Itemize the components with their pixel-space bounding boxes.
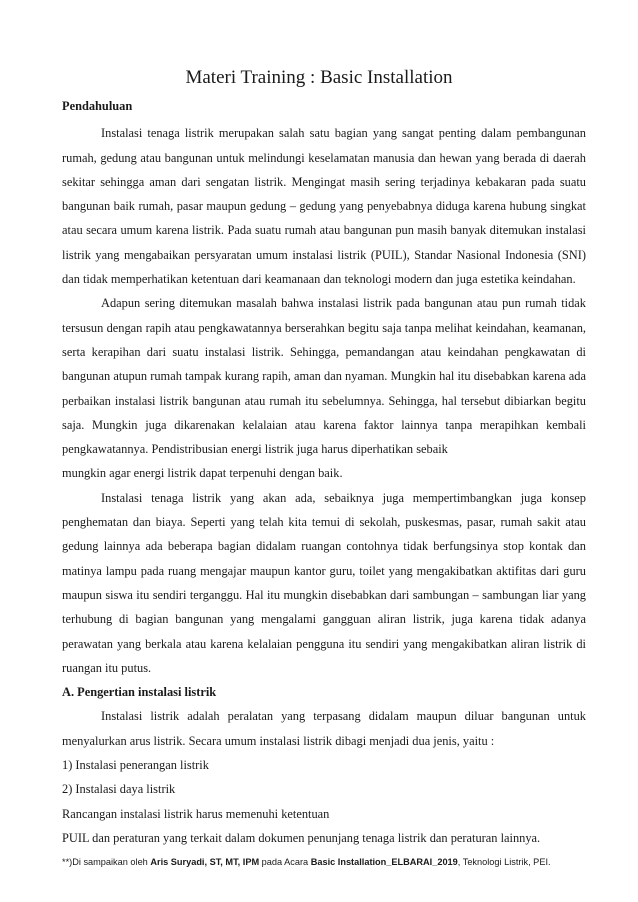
paragraph-intro: Instalasi tenaga listrik merupakan salah satu bagian yang sangat penting dalam pembangunan rumah, gedung atau bangunan untuk melindungi keselamatan manusia dan hewan yang berada di daerah sekitar sehingga aman dari sengatan listrik. Mengingat masih sering terjadinya kebakaran pada suatu bangunan baik rumah, pasar maupun gedung – gedung yang penyebabnya diduga karena hubung singkat atau secara umum karena listrik. Pada suatu rumah atau bangunan pun masih banyak ditemukan instalasi listrik yang mengabaikan persyaratan umum instalasi listrik (PUIL), Standar Nasional Indonesia (SNI) dan tidak memperhatikan ketentuan dari keamanaan dan teknologi modern dan juga estetika keindahan. [62,126,586,287]
page-footer [62,856,602,868]
section-a-paragraph: Instalasi listrik adalah peralatan yang terpasang didalam maupun diluar bangunan untuk menyalurkan arus listrik. Secara umum instalasi listrik dibagi menjadi dua jenis, yaitu : [62,709,586,748]
paragraph-problems: Adapun sering ditemukan masalah bahwa instalasi listrik pada bangunan atau pun rumah tidak tersusun dengan rapih atau pengkawatannya berserahkan begitu saja tanpa melihat keindahan, keamanan, serta kerapihan dari suatu instalasi listrik. Sehingga, pemandangan atau keindahan pengkawatan di bangunan atupun rumah tampak kurang rapih, aman dan nyaman. Mungkin hal itu disebabkan karena ada perbaikan instalasi listrik bangunan atau rumah itu sebelumnya. Sehingga, hal tersebut dibiarkan begitu saja. Mungkin juga dikarenakan kelalaian atau karena faktor lainnya tanpa merapihkan kembali pengkawatannya. Pendistribusian energi listrik juga harus diperhatikan sebaik [62,296,586,457]
list-item: 1) Instalasi penerangan listrik [62,758,209,773]
text-line: PUIL dan peraturan yang terkait dalam dokumen penunjang tenaga listrik dan peraturan lainnya. [62,830,541,845]
text-line: Rancangan instalasi listrik harus memenuhi ketentuan [62,806,330,821]
list-item: 2) Instalasi daya listrik [62,782,176,797]
document-body [62,94,586,850]
footer-suffix: , Teknologi Listrik, PEI. [457,857,551,867]
intro-heading: Pendahuluan [62,99,133,113]
footer-middle: pada Acara [261,857,309,867]
section-a-heading: A. Pengertian instalasi listrik [62,685,217,700]
document-title: Materi Training : Basic Installation [185,67,453,88]
footer-event: Basic Installation_ELBARAI_2019 [310,857,458,867]
footer-prefix: **)Di sampaikan oleh [62,857,148,867]
footer-author: Aris Suryadi, ST, MT, IPM [150,857,260,867]
paragraph-efficiency: Instalasi tenaga listrik yang akan ada, sebaiknya juga mempertimbangkan juga konsep penghematan dan biaya. Seperti yang telah kita temui di sekolah, puskesmas, pasar, rumah sakit atau gedung lainnya ada beberapa bagian didalam ruangan contohnya tidak berfungsinya stop kontak dan matinya lampu pada ruang mengajar maupun kantor guru, toilet yang mengakibatkan aktifitas dari guru maupun siswa itu sendiri terganggu. Hal itu mungkin disebabkan dari sambungan – sambungan liar yang terhubung di bagian bangunan yang mengalami gangguan aliran listrik, juga karena tidak adanya perawatan yang berkala atau karena kelalaian pengguna itu sendiri yang mengakibatkan aliran listrik di ruangan itu putus. [62,490,586,675]
paragraph-continuation: mungkin agar energi listrik dapat terpenuhi dengan baik. [62,466,343,481]
